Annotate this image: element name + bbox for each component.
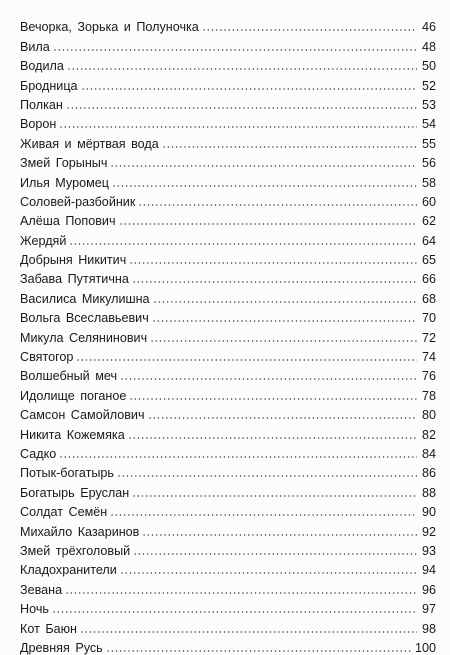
dot-leader (202, 29, 417, 31)
toc-entry (20, 519, 436, 538)
toc-entry-page-number: 65 (421, 253, 436, 268)
toc-entry-title: Кот Баюн (20, 621, 77, 636)
toc-entry-page-number: 98 (421, 621, 436, 636)
toc-entry (20, 539, 436, 558)
toc-entry-page-number: 78 (421, 388, 436, 403)
toc-entry (20, 480, 436, 499)
toc-entry (20, 442, 436, 461)
toc-entry-title: Кладохранители (20, 563, 117, 578)
toc-entry-page-number: 66 (421, 272, 436, 287)
dot-leader (59, 456, 417, 458)
toc-entry (20, 248, 436, 267)
toc-entry-title: Ночь (20, 602, 49, 617)
toc-entry-page-number: 55 (421, 136, 436, 151)
toc-entry-title: Никита Кожемяка (20, 427, 125, 442)
toc-entry-title: Солдат Семён (20, 505, 108, 520)
dot-leader (76, 359, 417, 361)
dot-leader (119, 223, 417, 225)
toc-entry-title: Полкан (20, 97, 63, 112)
toc-entry-title: Вечорка, Зорька и Полуночка (20, 20, 199, 35)
toc-entry-title: Волшебный меч (20, 369, 117, 384)
toc-entry-title: Змей трёхголовый (20, 543, 131, 558)
toc-entry-title: Василиса Микулишна (20, 291, 150, 306)
dot-leader (148, 417, 417, 419)
toc-entry-page-number: 70 (421, 311, 436, 326)
dot-leader (112, 185, 417, 187)
dot-leader (120, 378, 417, 380)
dot-leader (52, 611, 417, 613)
toc-entry-title: Добрыня Никитич (20, 253, 127, 268)
toc-entry (20, 151, 436, 170)
toc-entry-page-number: 96 (421, 582, 436, 597)
dot-leader (67, 68, 417, 70)
dot-leader (59, 126, 417, 128)
toc-entry-title: Потык-богатырь (20, 466, 114, 481)
dot-leader (117, 475, 417, 477)
toc-entry (20, 597, 436, 616)
toc-entry (20, 500, 436, 519)
dot-leader (53, 49, 417, 51)
toc-entry-page-number: 60 (421, 194, 436, 209)
dot-leader (132, 281, 417, 283)
toc-entry (20, 34, 436, 53)
toc-entry-title: Самсон Самойлович (20, 408, 145, 423)
toc-entry (20, 636, 436, 655)
toc-entry-title: Михайло Казаринов (20, 524, 140, 539)
toc-entry-title: Живая и мёртвая вода (20, 136, 159, 151)
toc-entry-page-number: 80 (421, 408, 436, 423)
toc-entry (20, 306, 436, 325)
toc-entry-title: Водила (20, 59, 64, 74)
dot-leader (81, 88, 417, 90)
dot-leader (153, 301, 417, 303)
dot-leader (162, 146, 417, 148)
toc-entry (20, 577, 436, 596)
toc-entry-title: Зевана (20, 582, 63, 597)
dot-leader (106, 650, 412, 652)
toc-entry (20, 383, 436, 402)
toc-entry-page-number: 84 (421, 446, 436, 461)
toc-entry-page-number: 56 (421, 156, 436, 171)
toc-entry (20, 170, 436, 189)
toc-entry-page-number: 93 (421, 543, 436, 558)
toc-entry-page-number: 62 (421, 214, 436, 229)
toc-entry-title: Вила (20, 39, 50, 54)
dot-leader (129, 398, 417, 400)
toc-entry-title: Ворон (20, 117, 57, 132)
toc-entry-page-number: 82 (421, 427, 436, 442)
toc-entry-page-number: 68 (421, 291, 436, 306)
dot-leader (65, 592, 417, 594)
toc-entry (20, 15, 436, 34)
toc-entry (20, 403, 436, 422)
dot-leader (110, 165, 417, 167)
dot-leader (138, 204, 417, 206)
toc-entry (20, 558, 436, 577)
toc-entry-page-number: 94 (421, 563, 436, 578)
toc-entry-title: Илья Муромец (20, 175, 109, 190)
toc-entry (20, 93, 436, 112)
toc-entry (20, 73, 436, 92)
toc-entry-page-number: 97 (421, 602, 436, 617)
dot-leader (80, 631, 417, 633)
toc-entry-title: Садко (20, 446, 57, 461)
dot-leader (129, 262, 417, 264)
toc-entry (20, 616, 436, 635)
toc-entry (20, 228, 436, 247)
dot-leader (152, 320, 417, 322)
toc-entry-page-number: 53 (421, 97, 436, 112)
toc-entry-page-number: 54 (421, 117, 436, 132)
toc-entry-title: Соловей-разбойник (20, 194, 136, 209)
toc-entry-page-number: 64 (421, 233, 436, 248)
toc-entry (20, 112, 436, 131)
dot-leader (110, 514, 417, 516)
dot-leader (142, 534, 417, 536)
toc-entry (20, 190, 436, 209)
toc-entry-title: Вольга Всеславьевич (20, 311, 149, 326)
toc-entry (20, 345, 436, 364)
toc-entry (20, 131, 436, 150)
toc-entry-page-number: 58 (421, 175, 436, 190)
toc-entry-title: Змей Горыныч (20, 156, 108, 171)
toc-entry-page-number: 100 (414, 640, 436, 655)
dot-leader (66, 107, 417, 109)
dot-leader (120, 572, 417, 574)
toc-entry (20, 54, 436, 73)
toc-entry-title: Алёша Попович (20, 214, 116, 229)
toc-entry (20, 267, 436, 286)
dot-leader (128, 437, 417, 439)
toc-entry-page-number: 46 (421, 20, 436, 35)
toc-entry-page-number: 50 (421, 59, 436, 74)
toc-entry-page-number: 90 (421, 505, 436, 520)
toc-entry-page-number: 48 (421, 39, 436, 54)
dot-leader (69, 243, 417, 245)
toc-entry-page-number: 52 (421, 78, 436, 93)
toc-entry-title: Богатырь Еруслан (20, 485, 130, 500)
toc-entry-title: Идолище поганое (20, 388, 127, 403)
toc-entry-page-number: 86 (421, 466, 436, 481)
toc-entry-page-number: 76 (421, 369, 436, 384)
dot-leader (150, 340, 417, 342)
toc-entry (20, 422, 436, 441)
toc-entry-title: Святогор (20, 350, 74, 365)
toc-entry-title: Бродница (20, 78, 78, 93)
toc-entry (20, 461, 436, 480)
toc-entry (20, 325, 436, 344)
dot-leader (133, 553, 417, 555)
toc-entry-title: Микула Селянинович (20, 330, 148, 345)
toc-entry (20, 364, 436, 383)
toc-entry-title: Древняя Русь (20, 640, 103, 655)
table-of-contents (20, 15, 436, 655)
toc-entry-page-number: 88 (421, 485, 436, 500)
toc-entry-page-number: 92 (421, 524, 436, 539)
dot-leader (132, 495, 417, 497)
toc-entry-title: Забава Путятична (20, 272, 129, 287)
toc-entry (20, 209, 436, 228)
toc-entry-page-number: 72 (421, 330, 436, 345)
toc-entry-page-number: 74 (421, 350, 436, 365)
toc-entry (20, 286, 436, 305)
toc-entry-title: Жердяй (20, 233, 67, 248)
